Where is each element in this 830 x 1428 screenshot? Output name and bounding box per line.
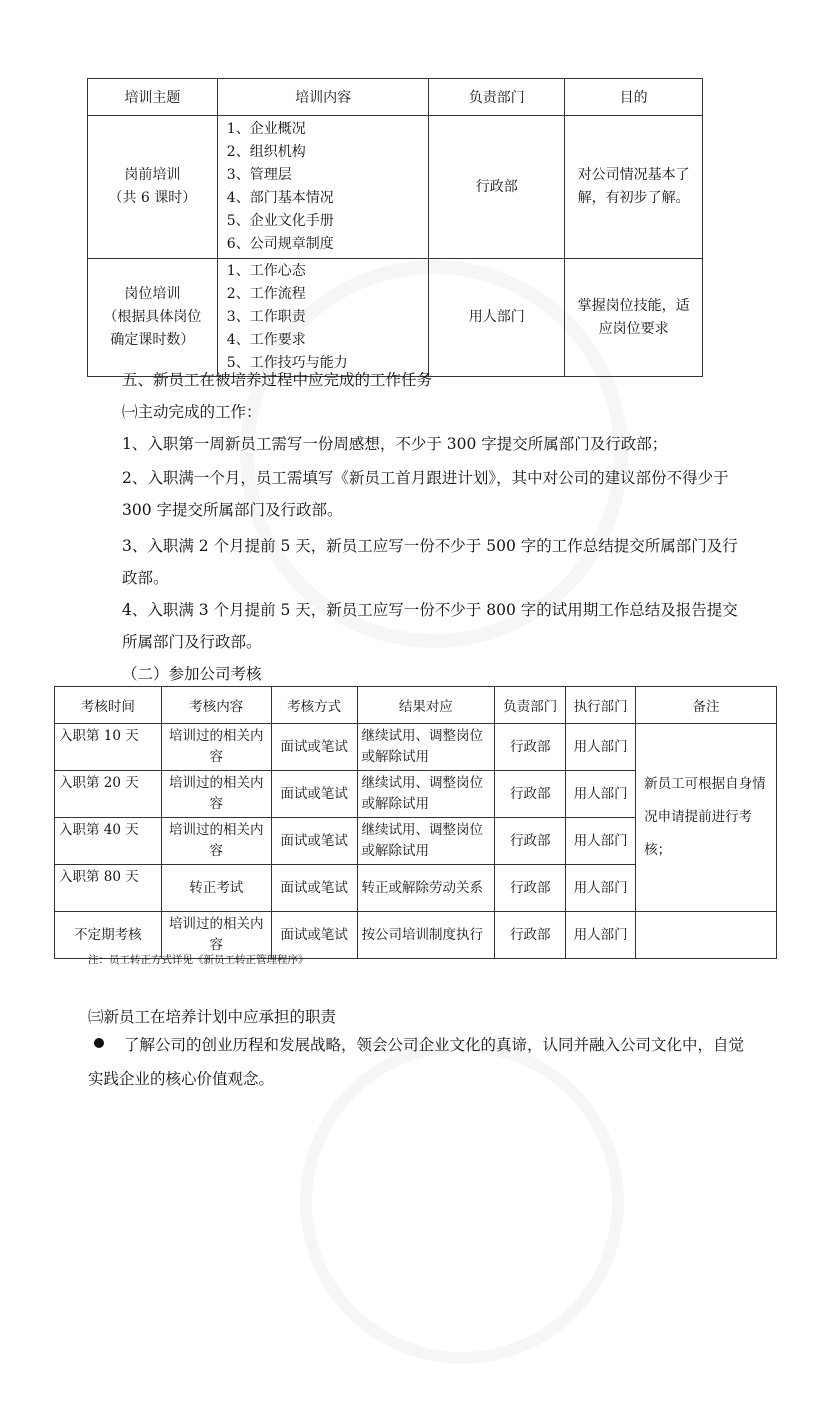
content-line: 2、工作流程 xyxy=(226,286,306,302)
purpose-cell: 掌握岗位技能，适应岗位要求 xyxy=(565,259,703,377)
topic-line: 确定课时数） xyxy=(110,332,195,348)
subsection-2-title: （二）参加公司考核 xyxy=(122,665,262,683)
exec-cell: 用人部门 xyxy=(566,865,636,912)
topic-line: 岗前培训 xyxy=(124,167,181,183)
content-cell: 培训过的相关内容 xyxy=(161,818,271,865)
method-cell: 面试或笔试 xyxy=(271,818,357,865)
subsection-1-title: ㈠主动完成的工作： xyxy=(122,403,262,421)
content-cell: 培训过的相关内容 xyxy=(161,771,271,818)
content-line: 1、工作心态 xyxy=(226,263,306,279)
training-table-header xyxy=(88,79,703,116)
topic-line: 岗位培训 xyxy=(124,286,181,302)
table-row xyxy=(55,724,777,771)
header-cell: 执行部门 xyxy=(566,687,636,724)
section-5-title: 五、新员工在被培养过程中应完成的工作任务 xyxy=(122,371,433,389)
topic-line: （根据具体岗位 xyxy=(103,309,202,325)
exec-cell: 用人部门 xyxy=(566,771,636,818)
exec-cell: 用人部门 xyxy=(566,912,636,959)
method-cell: 面试或笔试 xyxy=(271,912,357,959)
header-cell: 目的 xyxy=(565,79,703,116)
result-cell: 按公司培训制度执行 xyxy=(357,912,495,959)
task-paragraph: 2、入职满一个月，员工需填写《新员工首月跟进计划》，其中对公司的建议部份不得少于 300 字提交所属部门及行政部。 xyxy=(122,469,729,519)
header-cell: 考核时间 xyxy=(55,687,162,724)
note-cell: 新员工可根据自身情况申请提前进行考核； xyxy=(636,724,777,912)
purpose-cell: 对公司情况基本了解，有初步了解。 xyxy=(565,116,703,259)
dept-cell: 行政部 xyxy=(495,771,566,818)
header-cell: 培训内容 xyxy=(217,79,429,116)
table-row xyxy=(88,259,703,377)
time-cell: 入职第 10 天 xyxy=(55,724,162,771)
task-paragraph: 1、入职第一周新员工需写一份周感想，不少于 300 字提交所属部门及行政部； xyxy=(122,435,668,453)
dept-cell: 行政部 xyxy=(495,724,566,771)
topic-cell xyxy=(88,259,218,377)
result-cell: 继续试用、调整岗位或解除试用 xyxy=(357,771,495,818)
task-paragraph: 3、入职满 2 个月提前 5 天，新员工应写一份不少于 500 字的工作总结提交所属部门及行政部。 xyxy=(122,537,738,587)
header-cell: 备注 xyxy=(636,687,777,724)
method-cell: 面试或笔试 xyxy=(271,724,357,771)
result-cell: 继续试用、调整岗位或解除试用 xyxy=(357,724,495,771)
assessment-table xyxy=(54,686,777,959)
dept-cell: 行政部 xyxy=(495,865,566,912)
content-cell xyxy=(217,259,429,377)
subsection-3-title: ㈢新员工在培养计划中应承担的职责 xyxy=(88,1008,337,1026)
content-line: 4、工作要求 xyxy=(226,332,306,348)
dept-cell: 用人部门 xyxy=(429,259,565,377)
method-cell: 面试或笔试 xyxy=(271,865,357,912)
content-cell: 培训过的相关内容 xyxy=(161,912,271,959)
duty-text: 了解公司的创业历程和发展战略，领会公司企业文化的真谛，认同并融入公司文化中，自觉实践企业的核心价值观念。 xyxy=(88,1036,745,1088)
content-line: 3、管理层 xyxy=(226,167,292,183)
time-cell: 入职第 80 天 xyxy=(55,865,162,912)
header-cell: 负责部门 xyxy=(495,687,566,724)
result-cell: 转正或解除劳动关系 xyxy=(357,865,495,912)
header-cell: 考核内容 xyxy=(161,687,271,724)
assessment-table-header xyxy=(55,687,777,724)
time-cell: 入职第 40 天 xyxy=(55,818,162,865)
content-cell: 转正考试 xyxy=(161,865,271,912)
content-cell xyxy=(217,116,429,259)
header-cell: 培训主题 xyxy=(88,79,218,116)
exec-cell: 用人部门 xyxy=(566,818,636,865)
dept-cell: 行政部 xyxy=(495,818,566,865)
topic-cell xyxy=(88,116,218,259)
content-line: 4、部门基本情况 xyxy=(226,190,334,206)
time-cell: 不定期考核 xyxy=(55,912,162,959)
content-line: 5、工作技巧与能力 xyxy=(226,355,348,371)
header-cell: 考核方式 xyxy=(271,687,357,724)
content-cell: 培训过的相关内容 xyxy=(161,724,271,771)
method-cell: 面试或笔试 xyxy=(271,771,357,818)
bullet-icon xyxy=(94,1038,104,1048)
duty-paragraph xyxy=(88,1028,758,1096)
note-cell-empty xyxy=(636,912,777,959)
content-line: 3、工作职责 xyxy=(226,309,306,325)
header-cell: 负责部门 xyxy=(429,79,565,116)
dept-cell: 行政部 xyxy=(495,912,566,959)
table-row xyxy=(88,116,703,259)
topic-line: （共 6 课时） xyxy=(108,190,197,206)
training-table xyxy=(87,78,703,377)
content-line: 5、企业文化手册 xyxy=(226,213,334,229)
task-paragraph: 4、入职满 3 个月提前 5 天，新员工应写一份不少于 800 字的试用期工作总结及报告提交所属部门及行政部。 xyxy=(122,601,738,651)
dept-cell: 行政部 xyxy=(429,116,565,259)
exec-cell: 用人部门 xyxy=(566,724,636,771)
content-line: 6、公司规章制度 xyxy=(226,236,334,252)
header-cell: 结果对应 xyxy=(357,687,495,724)
result-cell: 继续试用、调整岗位或解除试用 xyxy=(357,818,495,865)
content-line: 2、组织机构 xyxy=(226,144,306,160)
time-cell: 入职第 20 天 xyxy=(55,771,162,818)
footnote: 注：员工转正方式详见《新员工转正管理程序》 xyxy=(88,954,309,966)
content-line: 1、企业概况 xyxy=(226,121,306,137)
